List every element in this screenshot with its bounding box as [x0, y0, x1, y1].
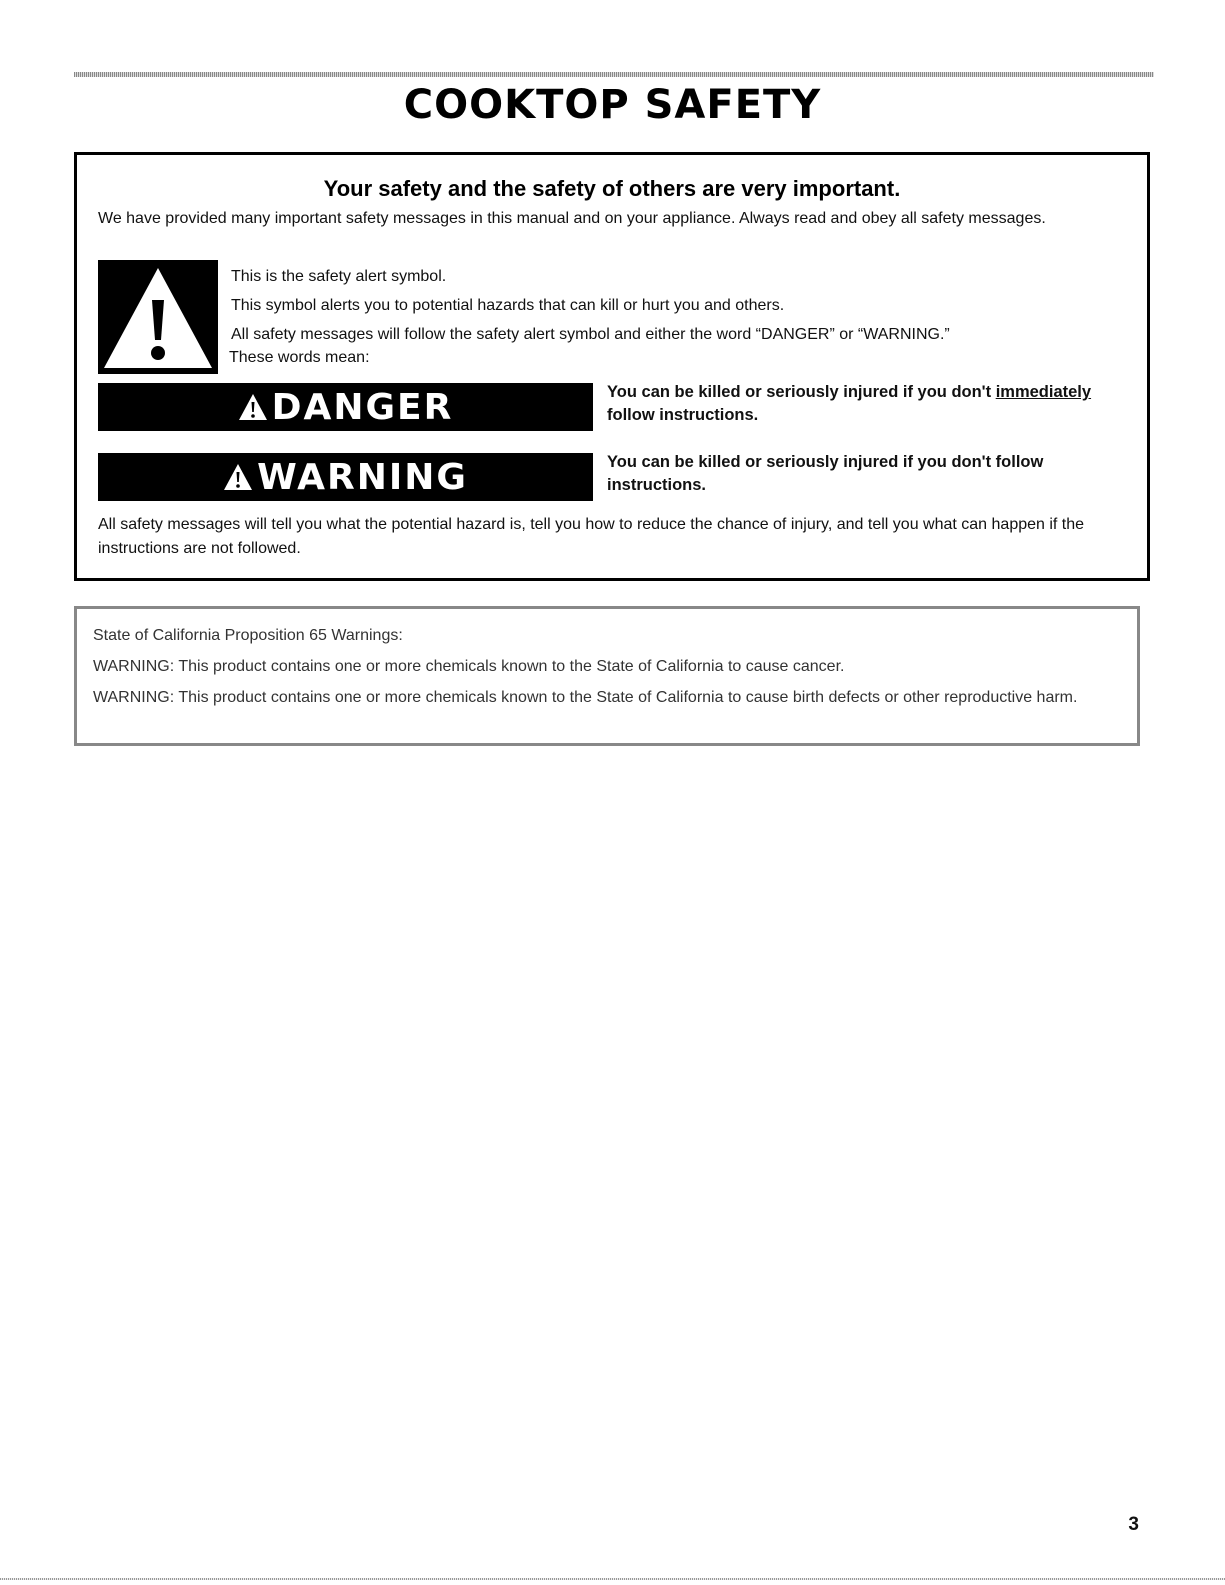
- danger-description: [607, 381, 1137, 427]
- warning-banner: [98, 453, 593, 501]
- prop65-line: WARNING: This product contains one or more chemicals known to the State of California to cause birth defects or other reproductive harm.: [93, 689, 1078, 706]
- prop65-line: State of California Proposition 65 Warnings:: [93, 627, 403, 644]
- warning-triangle-icon: [98, 260, 218, 374]
- danger-desc-text: You can be killed or seriously injured if you don't: [607, 383, 996, 401]
- symbol-explanation: [231, 265, 1111, 375]
- danger-desc-text-end: follow instructions.: [607, 406, 759, 424]
- safety-box: [74, 152, 1150, 581]
- warning-triangle-icon: [223, 463, 253, 491]
- prop65-line: WARNING: This product contains one or more chemicals known to the State of California to cause cancer.: [93, 658, 845, 675]
- warning-description: You can be killed or seriously injured if you don't follow instructions.: [607, 453, 1044, 494]
- danger-banner: [98, 383, 593, 431]
- bottom-rule: [0, 1578, 1225, 1580]
- prop65-content: [93, 625, 1113, 709]
- symbol-line: All safety messages will follow the safety alert symbol and either the word “DANGER” or “WARNING.”: [231, 326, 950, 343]
- danger-label: DANGER: [271, 386, 454, 428]
- symbol-line: This symbol alerts you to potential hazards that can kill or hurt you and others.: [231, 297, 785, 314]
- page-title: COOKTOP SAFETY: [403, 82, 822, 128]
- danger-desc-emphasis: immediately: [995, 383, 1092, 401]
- top-rule: [74, 72, 1154, 77]
- page-number: 3: [1128, 1514, 1139, 1535]
- symbol-line: These words mean:: [229, 349, 370, 366]
- prop65-box: [74, 606, 1140, 746]
- warning-triangle-icon: [238, 393, 268, 421]
- safety-heading: Your safety and the safety of others are very important.: [323, 176, 901, 201]
- safety-intro: We have provided many important safety messages in this manual and on your appliance. Always read and obey all safety messages.: [98, 210, 1046, 227]
- symbol-line: This is the safety alert symbol.: [231, 268, 447, 285]
- warning-label: WARNING: [257, 456, 468, 498]
- safety-outro: All safety messages will tell you what the potential hazard is, tell you how to reduce the chance of injury, and tell you what can happen if the instructions are not followed.: [98, 516, 1085, 557]
